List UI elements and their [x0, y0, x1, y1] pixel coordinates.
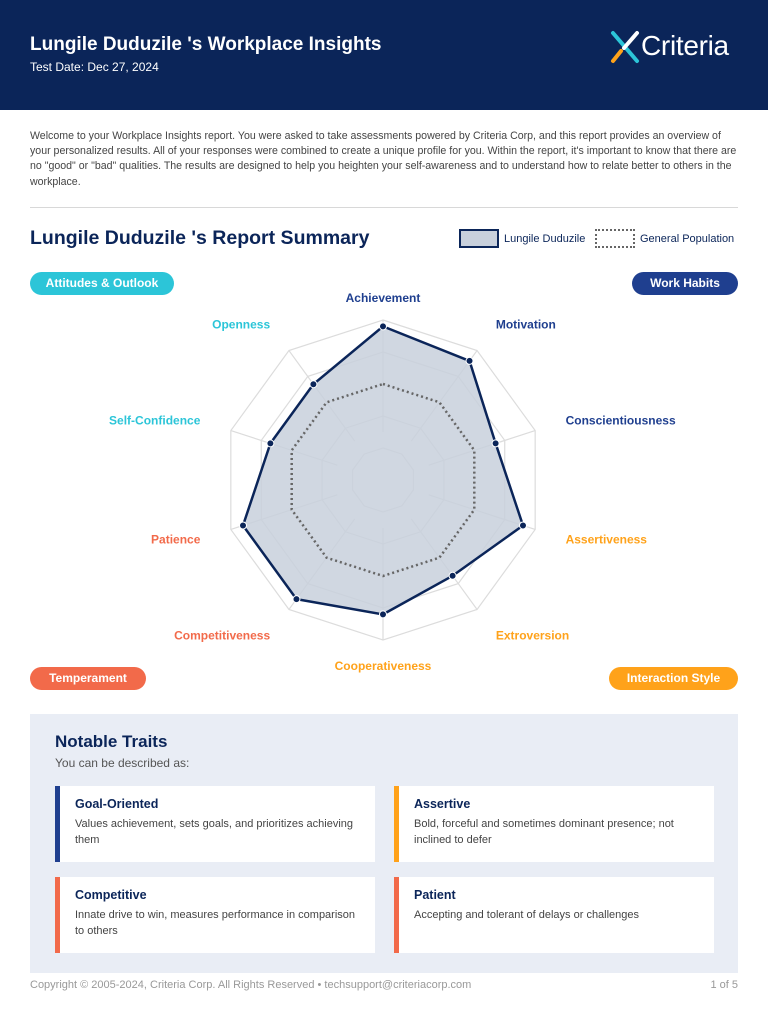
notable-traits-panel	[30, 714, 738, 973]
radar-point	[380, 323, 387, 330]
radar-axis-label: Assertiveness	[565, 532, 647, 547]
category-pill-work-habits: Work Habits	[632, 272, 738, 295]
summary-title: Lungile Duduzile 's Report Summary	[30, 227, 370, 249]
trait-description: Accepting and tolerant of delays or challenges	[414, 909, 640, 921]
radar-point	[519, 522, 526, 529]
trait-description: Innate drive to win, measures performance in comparison to others	[75, 909, 356, 937]
radar-axis-label: Extroversion	[495, 628, 570, 643]
radar-point	[310, 381, 317, 388]
logo-text: Criteria	[641, 30, 729, 61]
radar-point	[380, 611, 387, 618]
radar-point	[267, 440, 274, 447]
test-date: Test Date: Dec 27, 2024	[30, 60, 159, 74]
intro-paragraph: Welcome to your Workplace Insights report. You were asked to take assessments powered by Criteria Corp, and this report provides an overview of your personalized results. All of your responses were combined to create a unique profile for you. Within the report, it's important to know that there are no "good" or "bad" qualities. The results are designed to help you heighten your self-awareness and to understand how to relate better to others in the workplace.	[30, 130, 737, 188]
trait-card-goal-oriented	[55, 786, 375, 862]
radar-axis-label: Openness	[212, 317, 271, 332]
trait-description: Bold, forceful and sometimes dominant presence; not inclined to defer	[414, 818, 674, 846]
traits-subtitle: You can be described as:	[55, 756, 190, 770]
legend-label-user: Lungile Duduzile	[504, 233, 586, 245]
page-number: 1 of 5	[710, 979, 738, 991]
radar-point	[492, 440, 499, 447]
traits-title: Notable Traits	[55, 732, 168, 751]
radar-point	[240, 522, 247, 529]
radar-axis-label: Self-Confidence	[109, 413, 201, 428]
trait-title: Patient	[414, 888, 456, 902]
trait-card-assertive	[394, 786, 714, 862]
legend-label-population: General Population	[640, 233, 735, 245]
category-pill-attitudes: Attitudes & Outlook	[30, 272, 174, 295]
category-pill-temperament: Temperament	[30, 667, 146, 690]
radar-point	[293, 596, 300, 603]
trait-card-patient	[394, 877, 714, 953]
trait-description: Values achievement, sets goals, and prioritizes achieving them	[75, 818, 354, 846]
radar-axis-label: Motivation	[495, 317, 556, 332]
radar-axis-label: Cooperativeness	[334, 659, 432, 673]
report-title: Lungile Duduzile 's Workplace Insights	[30, 34, 382, 55]
radar-axis-label: Conscientiousness	[565, 413, 676, 428]
radar-series-user	[243, 326, 523, 614]
trait-card-competitive	[55, 877, 375, 953]
category-pill-interaction-style: Interaction Style	[609, 667, 738, 690]
radar-axis-label: Competitiveness	[174, 628, 271, 643]
trait-title: Assertive	[414, 797, 471, 811]
radar-axis-label: Achievement	[345, 291, 421, 305]
trait-title: Competitive	[75, 888, 147, 902]
footer-copyright: Copyright © 2005-2024, Criteria Corp. All Rights Reserved • techsupport@criteriacorp.com	[30, 979, 472, 991]
radar-point	[466, 357, 473, 364]
trait-title: Goal-Oriented	[75, 797, 159, 811]
radar-point	[449, 572, 456, 579]
radar-axis-label: Patience	[151, 532, 201, 547]
